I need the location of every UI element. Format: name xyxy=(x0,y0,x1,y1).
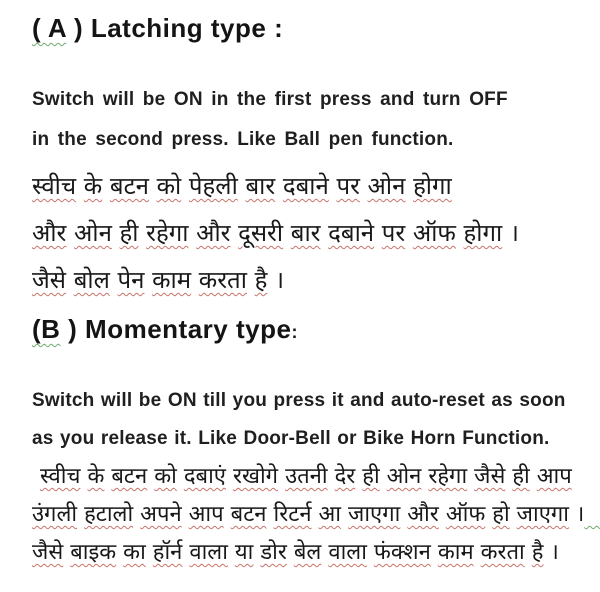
section-a-heading xyxy=(32,12,582,44)
section-a-english-line-1: Switch will be ON in the first press and turn OFF xyxy=(32,89,508,110)
section-b-hindi-line-3: जैसे बाइक का हॉर्न वाला या डोर बेल वाला फंक्शन काम करता है । xyxy=(32,540,559,565)
section-b-english-paragraph xyxy=(32,382,582,458)
section-a-hindi-line-2: और ओन ही रहेगा और दूसरी बार दबाने पर ऑफ होगा । xyxy=(32,219,519,247)
section-b-hindi-line-2-text: उंगली हटालो अपने आप बटन रिटर्न आ जाएगा और ऑफ हो जाएगा । xyxy=(32,502,585,527)
section-b-english-line-2: as you release it. Like Door-Bell or Bike Horn Function. xyxy=(32,428,550,449)
section-a-english-line-2: in the second press. Like Ball pen function. xyxy=(32,129,454,150)
section-a-hindi-line-3: जैसे बोल पेन काम करता है । xyxy=(32,266,285,294)
section-b-hindi-paragraph xyxy=(32,458,585,572)
section-a-english-paragraph xyxy=(32,80,582,160)
section-b-hindi-line-2 xyxy=(32,496,585,534)
section-b-heading xyxy=(32,312,582,349)
section-b-heading-marked: (B xyxy=(32,314,61,344)
section-a-hindi-line-1: स्वीच के बटन को पेहली बार दबाने पर ओन होगा xyxy=(32,172,452,200)
section-b-english-line-1: Switch will be ON till you press it and auto-reset as soon xyxy=(32,390,566,411)
section-a-hindi-paragraph xyxy=(32,163,582,304)
section-b-hindi-line-1: स्वीच के बटन को दबाएं रखोगे उतनी देर ही ओन रहेगा जैसे ही आप xyxy=(40,464,572,489)
section-a-heading-marked: ( A xyxy=(32,13,67,43)
section-b-heading-colon: : xyxy=(291,322,298,342)
grammar-mark xyxy=(584,502,600,527)
section-b-heading-text: ) Momentary type xyxy=(60,314,292,344)
section-a-heading-text: ) Latching type : xyxy=(66,13,284,43)
